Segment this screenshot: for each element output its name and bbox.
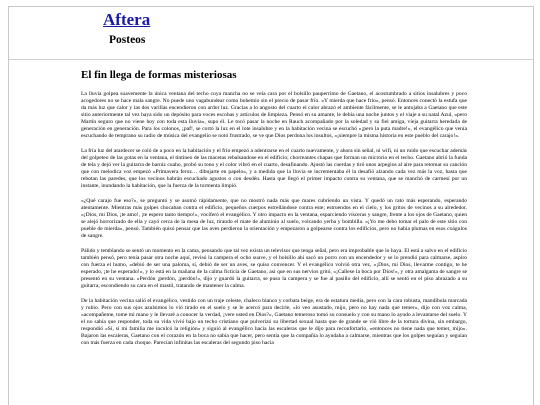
article-paragraph: La lluvia golpea suavemente la única ventana del techo cuya mancha no se veía cara por el bolsillo pauperrimo de Gaetano, el acostumbrado a sitios insalubres y poco acogedores no se hace mala sangre. No puede uno vagabundear como bohemio sin el precio de pasar frío. «Y mierda que hace frío», pensó. Entonces conectó la estufa que da más luz que calor y las dos varillas encendieron con ardor luz. Gracias a lo angosto del cuarto el calor abrazó el ambiente fácilmente, se le antojaba a Gaetano que este sitio anteriormente tal vez haya sido un depósito para voces escobas y artículos de limpieza. Pensó en su amante, le debía una noche juntos y el viaje a su natal Azul, «pero Martín seguro que no viene hoy con toda esta lluvia», supo él. Le tocó pasar la noche en Rauch acompañado por la soledad y su fiel amiga, vieja guitarra heredada de generación en generación. Para los colonos, ¡paf!, se cortó la luz en el lote insalubre y en la habitación vecina se escuchó «¡pero la puta madre!», el evangélico que venía escuchando de temprano su radio de música del evangelio se notó frustrado, se ve que Dios perdona los insultos, «¡siempre la misma historia en este pueblo del carajo!». <box>81 91 467 139</box>
article-paragraph: «¿Qué carajo fue eso?», se preguntó y se asomó rápidamente, que no mostró nada más que mares cubriendo un vista. Y quedó un rato más esperando, esperando atentamente. Mientras más golpes chocaban contra el edificio, pequeños cuerpos estrellándose contra este; estruendos en el cielo, y los gritos de vecinos a su alrededor. «¡Dios, mi Dios, ¡te amo!, ¡te espero tanto tiempo!», vociferó el evangélico. Y otro impacto en la ventana, esparciendo vísceras y sangre, frente a los ojos de Gaetano, quien se alejó horrorizado de ella y cayó cerca de la mesa de luz, tirando el mate de aluminio al suelo, volcando yerba y bombilla. «¡Yo me debo tomar el palo de este sitio con pueble de mierda», pensó. También quisó pensar que las aves perdieron la orientación y empezaron a golpearse contra los edificios, pero no había plumas en esos coágulos de sangre. <box>81 198 467 239</box>
article-paragraph: La fría luz del atardecer se coló de a poco en la habitación y el frío empezó a adentrarse en el cuarto nuevamente, y ahora sin señal, ni wifi, ni un ruido que escuchar además del golpeteo de las gotas en la ventana, el tintineo de las macetas rebalsandose en el edificio; chorreantes chapas que forman un microrio en el techo. Gaetano abrió la funda de tela y dejó ver la guitarra de barniz cuaho, probó su tono y el color vibró en el cuarto, desafinando. Ajustó las cuerdas y tiró unos arpegios al aire para retomar su canción que con melodica voz empezó «Primavera feroz… dibujarte en papelo», y a medida que la lluvia se incrementaba él la desafió alzando cada vez más la voz, hasta que rebotan las paredes, que los vecinos habrán escuchado agustos o con desdén. Hasta que llegó el primer impacto contra su ventana, que se manchó de carmesí por un instante, inundando la habitación, que la fuerza de la tormenta limpió. <box>81 148 467 189</box>
site-header <box>9 7 533 49</box>
site-title-link[interactable]: Aftera <box>103 10 151 29</box>
header-divider <box>9 59 533 60</box>
article <box>81 69 467 355</box>
page <box>8 6 534 405</box>
article-title: El fin llega de formas misteriosas <box>81 69 237 81</box>
section-title: Posteos <box>109 34 146 46</box>
article-paragraph: De la habitación vecina salió el evangélico, vestido con un traje celeste, chaleco blanco y corbata beige, era de estatura media, pero con la cara robusta, mandíbula marcada y rubio. Pero con sus ojos azulsimos lo vió tirado en el suelo y se le acercó para decirle, «lo veo asustado, mijo, pero no hay nada que temer», dijo con voz calma, «acompañeme, tome mi mano y le llevaré a conocer la verdad, ¡vere usted en Dios?», Gaetano temeroso tomó su consuelo y con su mano lo ayudo a levantarse del suelo. Y el no sabía que responder, toda su vida vivió bajo un techo cristiano que pulverizó su libertad sexual hasta que de grande se vió libre de la tortura divina, sin embargo, respondió «Sí, si mi familia me inculcó la religión» y siguió al evangélico hacia las escaleras que le dijo para reconfortarlo, «entonces no tiene nada que temer, mijo». Bajaron las escaleras, Gaetano con el corazón en la boca no sabía que hacer, pero sentía que la compañía lo ayudaba a calmarse, mientras que los golpes seguían y seguían con más fuerza en cada choque. Parecían infinitas las escaleras del segundo piso hacia <box>81 298 467 346</box>
article-paragraph: Pálido y temblando se sentó un momento en la cama, pensando que tal vez exista un televisor que tenga señal, pero era improbable que lo haya. El está a salvo en el edificio también pensó, pero tenía pasar otra noche aquí, revisó la campera el ocho suave, y el bolsillo ahí sacó un porro con un encendedor y se lo prendió para calmarse, aspiro con fuerza el humo, «debió de ser una paloma, sí, debió de ser un aves, se quiso convencer. Y el evangélico volvió otra vez, «¡Dios, mi Dios, llevarme contigo, te he esperado, ¡te he esperado!», y lo está en la mañana de la calma ficticia de Gaetano, así que en sus nervios gritó, «¡Callese la boca por Dios!», y otra amalgama de sangre se presentó en su ventana. «Perdón ¡perdón, ¡perdón!», dijo y guardó la guitarra, se puso la campera y se fue al pasillo del edificio, allí se sentó en el piso abrazado a su guitarra, escondiendo su cara en el mastil, tratando de mantener la calma. <box>81 248 467 289</box>
